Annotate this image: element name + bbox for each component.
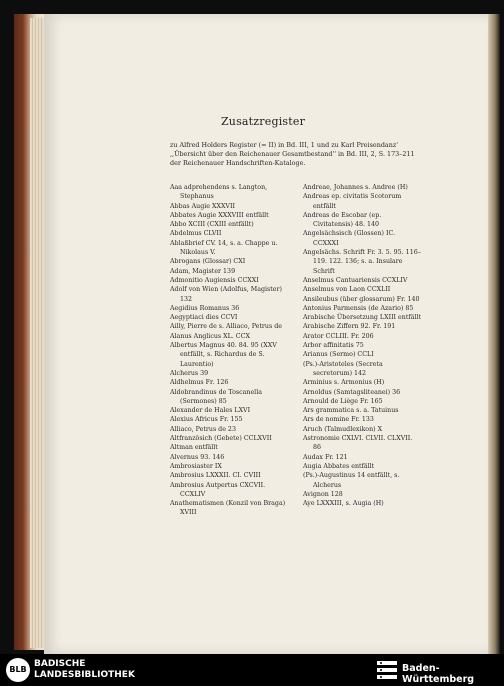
- index-right-entry: Aruch (Talmudlexikon) X: [303, 425, 383, 433]
- index-right-entry: Arianus (Sermo) CCLI: [303, 351, 374, 359]
- index-right-entry: Arbor affinitatis 75: [303, 342, 364, 350]
- index-left-entry: Alcherus 39: [170, 369, 209, 377]
- index-left-entry: Aegyptiaci dies CCVI: [170, 314, 238, 322]
- index-right-entry: Anselmus Cantuariensis CCXLIV: [303, 276, 408, 284]
- index-left-entry: Albertus Magnus 40. 84. 95 (XXV entfällt, s. Richardus de S. Laurentio): [170, 342, 277, 368]
- index-right-entry: Angelsächs. Schrift Fr. 3. 5. 95. 116–119. 122. 136; s. a. Insulare Schrift: [303, 249, 421, 275]
- index-right-entry: Andreas de Escobar (ep. Civitatensis) 48. 140: [303, 211, 382, 229]
- index-right-entry: Aye LXXXIII, s. Augia (H): [303, 500, 384, 508]
- index-left-entry: Ailly, Pierre de s. Alliaco, Petrus de: [170, 323, 282, 331]
- index-left-entry: Abbas Augie XXXVII: [170, 202, 235, 210]
- intro-paragraph: zu Alfred Holders Register (= II) in Bd. III, 1 und zu Karl Preisendanz' ,,Übersicht über den Reichenauer Gesamtbestand'' in Bd. III, 2, S. 173–211 der Reichenauer Handschriften-Kataloge.: [170, 141, 415, 168]
- index-left-entry: Aaa adprehendens s. Langton, Stephanus: [170, 184, 268, 201]
- index-left-entry: Ambrosius Autpertus CXCVII. CCXLIV: [170, 481, 266, 498]
- index-right-entry: Andreae, Johannes s. Andree (H): [303, 184, 408, 191]
- index-right-entry: Arabische Übersetzung LXIII entfällt: [303, 314, 422, 322]
- index-left-entry: Ambrosiaster IX: [170, 462, 222, 470]
- index-right-entry: Arnoldus (Samtagsliteanei) 36: [303, 388, 401, 396]
- index-right-entry: Angelsächsisch (Glossen) IC. CCXXXI: [303, 230, 396, 247]
- index-left-entry: Aldhelmus Fr. 126: [170, 379, 229, 387]
- index-right-entry: Arator CCLIII. Fr. 206: [303, 332, 374, 340]
- index-column-left: [170, 183, 288, 518]
- index-right-entry: Ars grammatica s. a. Tatuinus: [303, 407, 399, 415]
- index-left-entry: Adolf von Wien (Adolfus, Magister) 132: [170, 286, 282, 303]
- index-left-entry: Altman entfällt: [170, 444, 218, 452]
- page-heading: Zusatzregister: [220, 115, 306, 128]
- index-right-entry: Arnould de Liège Fr. 165: [303, 397, 383, 405]
- index-left-entry: Alvernus 93. 146: [170, 453, 225, 461]
- index-left-entry: Alanus Anglicus XL. CCX: [170, 332, 250, 340]
- index-right-entry: Audax Fr. 121: [303, 453, 348, 461]
- index-right-entry: Arminius s. Armonius (H): [303, 379, 385, 387]
- index-left-entry: Anathematismen (Konzil von Braga) XVIII: [170, 500, 286, 517]
- library-name-line2: LANDESBIBLIOTHEK: [34, 670, 135, 680]
- index-right-entry: Anselmus von Laon CCXLII: [303, 286, 391, 294]
- index-left-entry: Adam, Magister 139: [170, 267, 236, 275]
- index-left-entry: Abrogans (Glossar) CXI: [170, 258, 246, 266]
- blb-logo-icon: BLB: [6, 658, 30, 682]
- index-right-entry: Ansileubus (über glossarum) Fr. 140: [303, 295, 420, 303]
- index-left-entry: Abbates Augie XXXVIII entfällt: [170, 211, 269, 219]
- index-right-entry: Antonius Parmensis (de Azario) 85: [303, 304, 414, 312]
- index-left-entry: Alexius Africus Fr. 155: [170, 416, 243, 424]
- index-right-entry: (Ps.)-Aristoteles (Secreta secretorum) 142: [303, 360, 383, 377]
- index-left-entry: Abbo XCIII (CXIII entfällt): [170, 221, 254, 229]
- index-left-entry: Aldobrandinus de Toscanella (Sermones) 85: [170, 388, 262, 405]
- library-name-line1: BADISCHE: [34, 659, 86, 669]
- index-column-right: [303, 183, 421, 508]
- index-right-entry: Astronomie CXLVI. CLVII. CLXVII. 86: [303, 435, 413, 452]
- three-lions-icon: [376, 660, 398, 680]
- state-name: Baden-Württemberg: [402, 663, 475, 685]
- index-left-entry: Abdelmus CLVII: [170, 230, 222, 238]
- index-right-entry: Avignon 128: [303, 490, 343, 498]
- index-right-entry: Ars de nomine Fr. 133: [303, 416, 374, 424]
- index-left-entry: Altfranzösich (Gebete) CCLXVII: [170, 435, 272, 443]
- index-left-entry: Aegidius Romanus 36: [170, 304, 240, 312]
- index-left-entry: Ambrosius LXXXII. CI. CVIII: [170, 472, 261, 480]
- library-name: [34, 659, 135, 681]
- index-left-entry: Alliaco, Petrus de 23: [170, 425, 236, 433]
- index-right-entry: Augia Abbates entfällt: [303, 462, 375, 470]
- index-left-entry: Alexander de Hales LXVI: [170, 407, 251, 415]
- index-right-entry: Andreas ep. civitatis Scotorum entfällt: [303, 193, 402, 210]
- index-left-entry: Ablaßbrief CV. 14, s. a. Chappe u. Nikolaus V.: [170, 239, 278, 257]
- footer-bar: [0, 654, 504, 686]
- index-left-entry: Admonitio Augiensis CCXXI: [170, 276, 259, 284]
- index-right-entry: Arabische Ziffern 92. Fr. 191: [303, 323, 396, 331]
- page-right-edge: [488, 14, 500, 654]
- index-right-entry: (Ps.)-Augustinus 14 entfällt, s. Alcherus: [303, 472, 400, 489]
